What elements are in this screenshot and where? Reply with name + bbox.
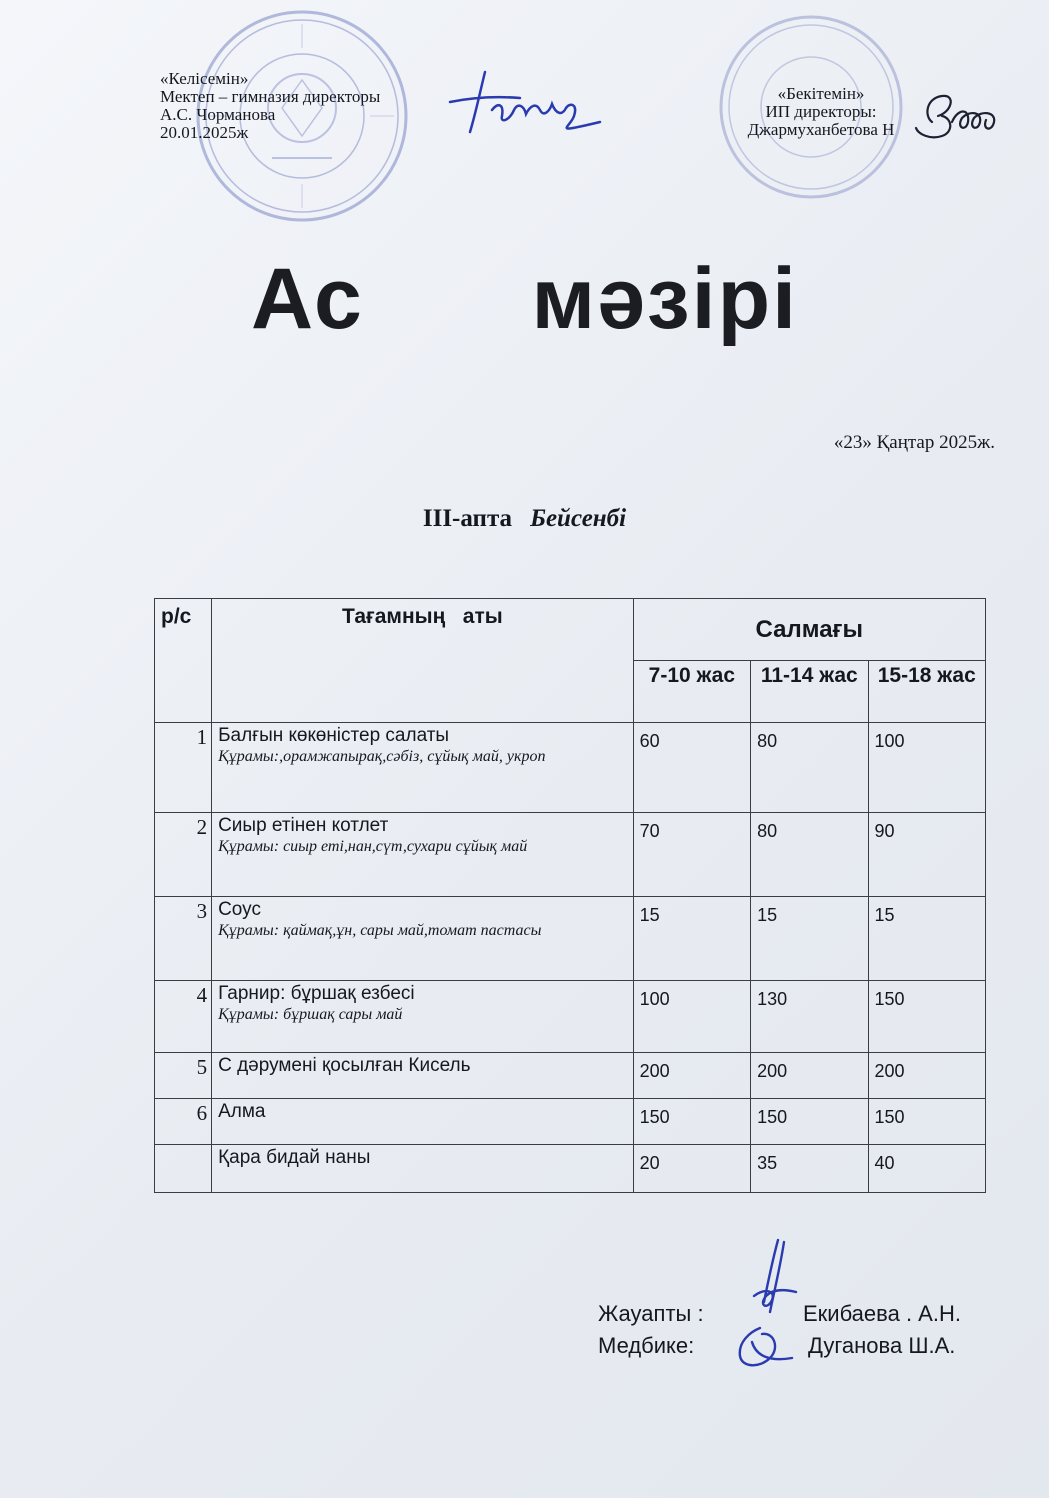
header-number: р/с xyxy=(155,599,212,723)
weight-7-10: 60 xyxy=(633,723,750,813)
dish-cell xyxy=(212,813,634,897)
weight-7-10: 20 xyxy=(633,1145,750,1193)
table-row xyxy=(155,981,986,1053)
nurse-name: Дуганова Ш.А. xyxy=(808,1333,956,1358)
weight-11-14: 200 xyxy=(751,1053,868,1099)
header-dish-name: Тағамның аты xyxy=(212,599,634,723)
row-number: 6 xyxy=(155,1099,212,1145)
dish-cell xyxy=(212,897,634,981)
weight-11-14: 80 xyxy=(751,723,868,813)
dish-name: С дәрумені қосылған Кисель xyxy=(218,1055,471,1076)
responsible-label: Жауапты : xyxy=(598,1301,704,1326)
weight-15-18: 150 xyxy=(868,981,985,1053)
weight-11-14: 15 xyxy=(751,897,868,981)
dish-composition: Құрамы: қаймақ,ұн, сары май,томат пастасы xyxy=(218,922,542,939)
table-row xyxy=(155,1145,986,1193)
weight-15-18: 15 xyxy=(868,897,985,981)
approval-left-line2: Мектеп – гимназия директоры xyxy=(160,87,381,106)
row-number: 1 xyxy=(155,723,212,813)
weight-7-10: 200 xyxy=(633,1053,750,1099)
header-weight: Салмағы xyxy=(633,599,985,661)
approval-block-left xyxy=(160,70,380,142)
approval-right-line1: «Бекітемін» xyxy=(777,84,865,103)
weight-11-14: 35 xyxy=(751,1145,868,1193)
weight-7-10: 150 xyxy=(633,1099,750,1145)
menu-date: «23» Қаңтар 2025ж. xyxy=(833,432,995,453)
dish-cell xyxy=(212,1099,634,1145)
row-number: 2 xyxy=(155,813,212,897)
dish-name: Гарнир: бұршақ езбесі xyxy=(218,983,415,1004)
week-label: III-апта xyxy=(422,505,513,532)
weight-11-14: 130 xyxy=(751,981,868,1053)
weight-7-10: 100 xyxy=(633,981,750,1053)
dish-name: Алма xyxy=(218,1101,266,1122)
menu-table xyxy=(154,598,986,1193)
approval-block-right xyxy=(726,85,916,139)
dish-name: Соус xyxy=(218,899,261,920)
table-row xyxy=(155,897,986,981)
row-number xyxy=(155,1145,212,1193)
table-row xyxy=(155,723,986,813)
weight-15-18: 200 xyxy=(868,1053,985,1099)
responsible-name: Екибаева . А.Н. xyxy=(803,1301,961,1326)
dish-name: Қара бидай наны xyxy=(218,1147,371,1168)
responsible-signature xyxy=(744,1232,804,1322)
table-row xyxy=(155,1053,986,1099)
approval-left-line1: «Келісемін» xyxy=(160,69,249,88)
approval-left-line3: А.С. Чорманова xyxy=(160,105,276,124)
dish-composition: Құрамы: сиыр еті,нан,сүт,сухари сұйық май xyxy=(218,838,528,855)
row-number: 3 xyxy=(155,897,212,981)
weight-11-14: 80 xyxy=(751,813,868,897)
week-day: Бейсенбі xyxy=(530,505,627,532)
dish-cell xyxy=(212,723,634,813)
table-header-row xyxy=(155,599,986,661)
header-age-15-18: 15-18 жас xyxy=(868,661,985,723)
weight-7-10: 15 xyxy=(633,897,750,981)
weight-15-18: 40 xyxy=(868,1145,985,1193)
header-age-11-14: 11-14 жас xyxy=(751,661,868,723)
weight-7-10: 70 xyxy=(633,813,750,897)
weight-15-18: 90 xyxy=(868,813,985,897)
dish-cell xyxy=(212,1053,634,1099)
table-row xyxy=(155,1099,986,1145)
dish-name: Сиыр етінен котлет xyxy=(218,815,389,836)
director-signature xyxy=(440,62,610,142)
dish-name: Балғын көкөністер салаты xyxy=(218,725,450,746)
weight-11-14: 150 xyxy=(751,1099,868,1145)
approval-left-line4: 20.01.2025ж xyxy=(160,123,249,142)
dish-composition: Құрамы: бұршақ сары май xyxy=(218,1006,403,1023)
weight-15-18: 150 xyxy=(868,1099,985,1145)
dish-cell xyxy=(212,1145,634,1193)
dish-cell xyxy=(212,981,634,1053)
row-number: 5 xyxy=(155,1053,212,1099)
dish-composition: Құрамы:,орамжапырақ,сәбіз, сұйық май, укроп xyxy=(218,748,546,765)
page-title: Ас мәзірі xyxy=(251,251,798,347)
approval-right-line3: Джармуханбетова Н xyxy=(747,120,895,139)
table-row xyxy=(155,813,986,897)
header-age-7-10: 7-10 жас xyxy=(633,661,750,723)
week-heading xyxy=(0,505,1049,533)
approval-right-line2: ИП директоры: xyxy=(765,102,877,121)
weight-15-18: 100 xyxy=(868,723,985,813)
nurse-signature xyxy=(730,1322,802,1374)
row-number: 4 xyxy=(155,981,212,1053)
nurse-label: Медбике: xyxy=(598,1333,695,1358)
ip-director-signature xyxy=(912,82,1008,152)
